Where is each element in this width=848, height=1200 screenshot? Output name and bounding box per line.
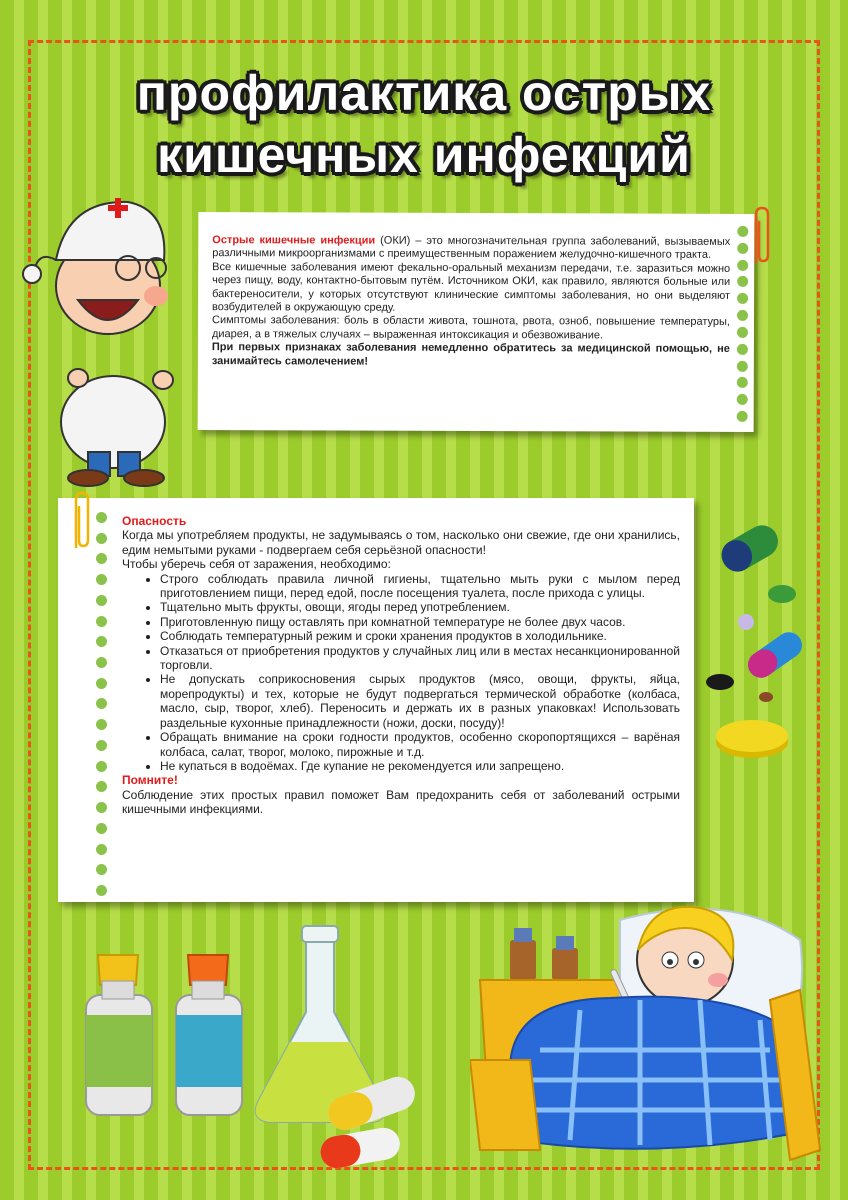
list-item: • Обращать внимание на сроки годности продуктов, особенно скоропортящихся – варёная колбаса, салат, творог, молоко, пирожные и т.д. [160, 730, 680, 759]
medicine-bottles-illustration [78, 935, 258, 1125]
oki-definition: (ОКИ) – это многозначительная группа заболеваний, вызываемых различными микроорганизмами с преимущественным поражением желудочно-кишечного тракта. [212, 234, 731, 262]
danger-heading: Опасность [122, 514, 187, 528]
warning-paragraph: При первых признаках заболевания немедленно обратитесь за медицинской помощью, не занимайтесь самолечением! [211, 341, 730, 368]
info-card-prevention [58, 498, 694, 902]
paper-clip-icon [70, 490, 92, 552]
flask-illustration [250, 922, 430, 1172]
symptoms-paragraph: Симптомы заболевания: боль в области живота, тошнота, рвота, озноб, повышение температуры, диарея, а в тяжелых случаях – выраженная интоксикация и обезвоживание. [211, 314, 731, 342]
binder-holes [737, 226, 749, 422]
pills-illustration [700, 510, 810, 770]
title-line-2: кишечных инфекций [157, 127, 691, 183]
page-title [0, 62, 848, 186]
lead-text: Чтобы уберечь себя от заражения, необходимо: [122, 557, 391, 572]
doctor-illustration [18, 190, 208, 490]
title-line-1: профилактика острых [136, 65, 712, 121]
list-item: • Строго соблюдать правила личной гигиены, тщательно мыть руки с мылом перед приготовлением пищи, перед едой, после посещения туалета, после прихода с улицы. [160, 572, 680, 601]
list-item: • Не допускать соприкосновения сырых продуктов (мясо, овощи, фрукты, яйца, морепродукты) и тех, которые не будут подвергаться термической обработке (колбаса, масло, сыр, творог, хлеб). Переносить и держать их в разных упаковках! Использовать раздельные кухонные принадлежности (ножи, доски, посуду)! [160, 672, 680, 730]
oki-term: Острые кишечные инфекции [212, 234, 376, 247]
list-item: • Приготовленную пищу оставлять при комнатной температуре не более двух часов. [160, 615, 680, 629]
list-item: • Отказаться от приобретения продуктов у случайных лиц или в местах несанкционированной торговли. [160, 644, 680, 673]
intro-text: Когда мы употребляем продукты, не задумываясь о том, насколько они свежие, где они хранились, едим немытыми руками - подвергаем себя серьёзной опасности! [122, 528, 680, 557]
closing-text: Соблюдение этих простых правил поможет Вам предохранить себя от заболеваний острыми кишечными инфекциями. [122, 787, 680, 817]
info-card-oki [198, 212, 755, 432]
binder-holes [96, 512, 107, 896]
sick-child-illustration [470, 880, 830, 1170]
list-item: • Тщательно мыть фрукты, овощи, ягоды перед употреблением. [160, 600, 680, 614]
list-item: • Не купаться в водоёмах. Где купание не рекомендуется или запрещено. [160, 759, 680, 773]
rules-list [142, 572, 680, 774]
remember-heading: Помните! [122, 773, 178, 788]
paper-clip-icon [750, 205, 772, 267]
list-item: • Соблюдать температурный режим и сроки хранения продуктов в холодильнике. [160, 629, 680, 643]
transmission-paragraph: Все кишечные заболевания имеют фекально-оральный механизм передачи, т.е. заразиться можно через пищу, воду, контактно-бытовым путём. Источником ОКИ, как правило, являются больные или бактереносители, у которых отсутствуют клинические симптомы заболевания, но они выделяют возбудителей в окружающую среду. [212, 260, 731, 314]
